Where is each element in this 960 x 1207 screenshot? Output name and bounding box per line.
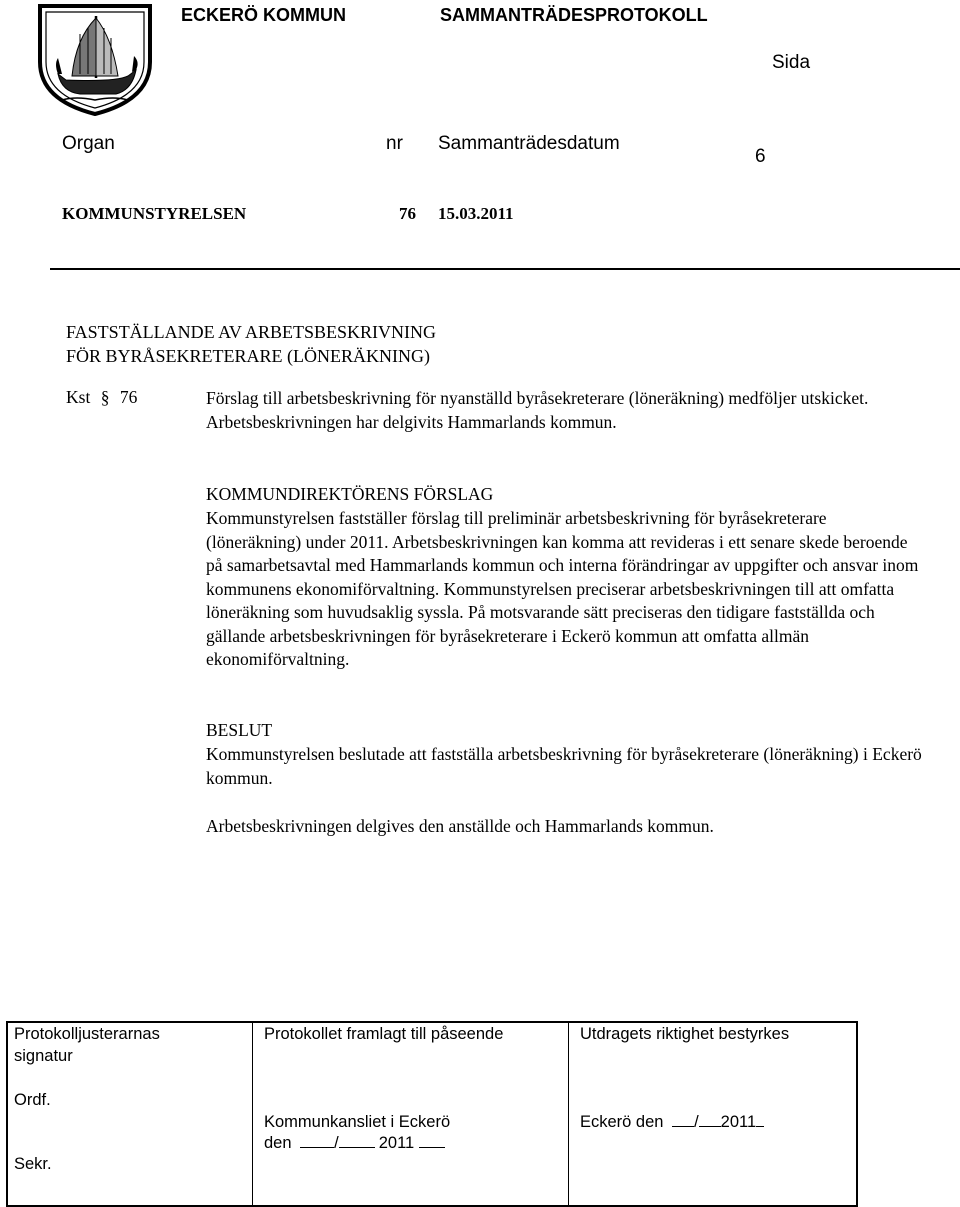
month-blank [339,1147,375,1148]
date-value: 15.03.2011 [438,204,514,223]
ordf-label: Ordf. [14,1091,51,1109]
date-label: Sammanträdesdatum [438,133,620,154]
column-divider [252,1023,253,1205]
col3-title: Utdragets riktighet bestyrkes [580,1025,790,1043]
day-blank [672,1126,694,1127]
column-divider [568,1023,569,1205]
page-number: 6 [755,146,766,167]
col1-title-line2: signatur [14,1047,73,1065]
kst-reference [66,387,137,408]
organ-label: Organ [62,133,115,154]
col3-place-date: Eckerö den [580,1113,664,1131]
page-label: Sida [772,52,811,73]
date-slash: / [694,1113,699,1131]
year-suffix-blank [756,1126,764,1127]
col2-date-line [264,1134,445,1153]
year-suffix-blank [419,1147,445,1148]
municipality-name: ECKERÖ KOMMUN [181,5,346,25]
col2-year: 2011 [378,1134,415,1152]
municipal-crest-logo [36,4,154,116]
col3-date-line [580,1113,764,1132]
col1-title-line1: Protokolljusterarnas [14,1025,160,1043]
month-blank [699,1126,721,1127]
section-title-line1: FASTSTÄLLANDE AV ARBETSBESKRIVNING [66,322,437,342]
day-blank [300,1147,334,1148]
decision-heading: BESLUT [206,720,273,740]
kst-number: 76 [119,387,138,407]
section-title-line2: FÖR BYRÅSEKRETERARE (LÖNERÄKNING) [66,346,430,366]
section-symbol: § [100,387,110,407]
proposal-heading: KOMMUNDIREKTÖRENS FÖRSLAG [206,484,494,504]
intro-paragraph: Förslag till arbetsbeskrivning för nyanställd byråsekreterare (löneräkning) medföljer utskicket. Arbetsbeskrivningen har delgivits Hammarlands kommun. [206,388,869,432]
nr-value: 76 [399,204,416,223]
header-divider [50,268,960,270]
col2-title: Protokollet framlagt till påseende [264,1025,504,1043]
organ-value: KOMMUNSTYRELSEN [62,204,247,223]
col2-den: den [264,1134,292,1152]
kst-label: Kst [66,387,91,407]
col3-year: 2011 [720,1113,757,1131]
date-slash: / [334,1134,339,1152]
proposal-paragraph: Kommunstyrelsen fastställer förslag till preliminär arbetsbeskrivning för byråsekreterare (löneräkning) under 2011. Arbetsbeskrivningen kan komma att revideras i ett senare skede beroende på samarbetsavtal med Hammarlands kommun och interna förändringar av uppgifter och ansvar inom kommunens ekonomiförvaltning. Kommunstyrelsen preciserar arbetsbeskrivningen till att omfatta löneräkning som huvudsaklig syssla. På motsvarande sätt preciseras den tidigare fastställda och gällande arbetsbeskrivningen för byråsekreterare i Eckerö kommun att omfatta allmän ekonomiförvaltning. [206,508,919,669]
nr-label: nr [386,133,403,154]
signature-box [6,1021,858,1207]
delivery-paragraph: Arbetsbeskrivningen delgives den anställde och Hammarlands kommun. [206,816,714,836]
decision-paragraph: Kommunstyrelsen beslutade att fastställa arbetsbeskrivning för byråsekreterare (löneräkning) i Eckerö kommun. [206,744,922,788]
sekr-label: Sekr. [14,1155,52,1173]
document-type: SAMMANTRÄDESPROTOKOLL [440,5,708,25]
col2-place: Kommunkansliet i Eckerö [264,1113,451,1131]
